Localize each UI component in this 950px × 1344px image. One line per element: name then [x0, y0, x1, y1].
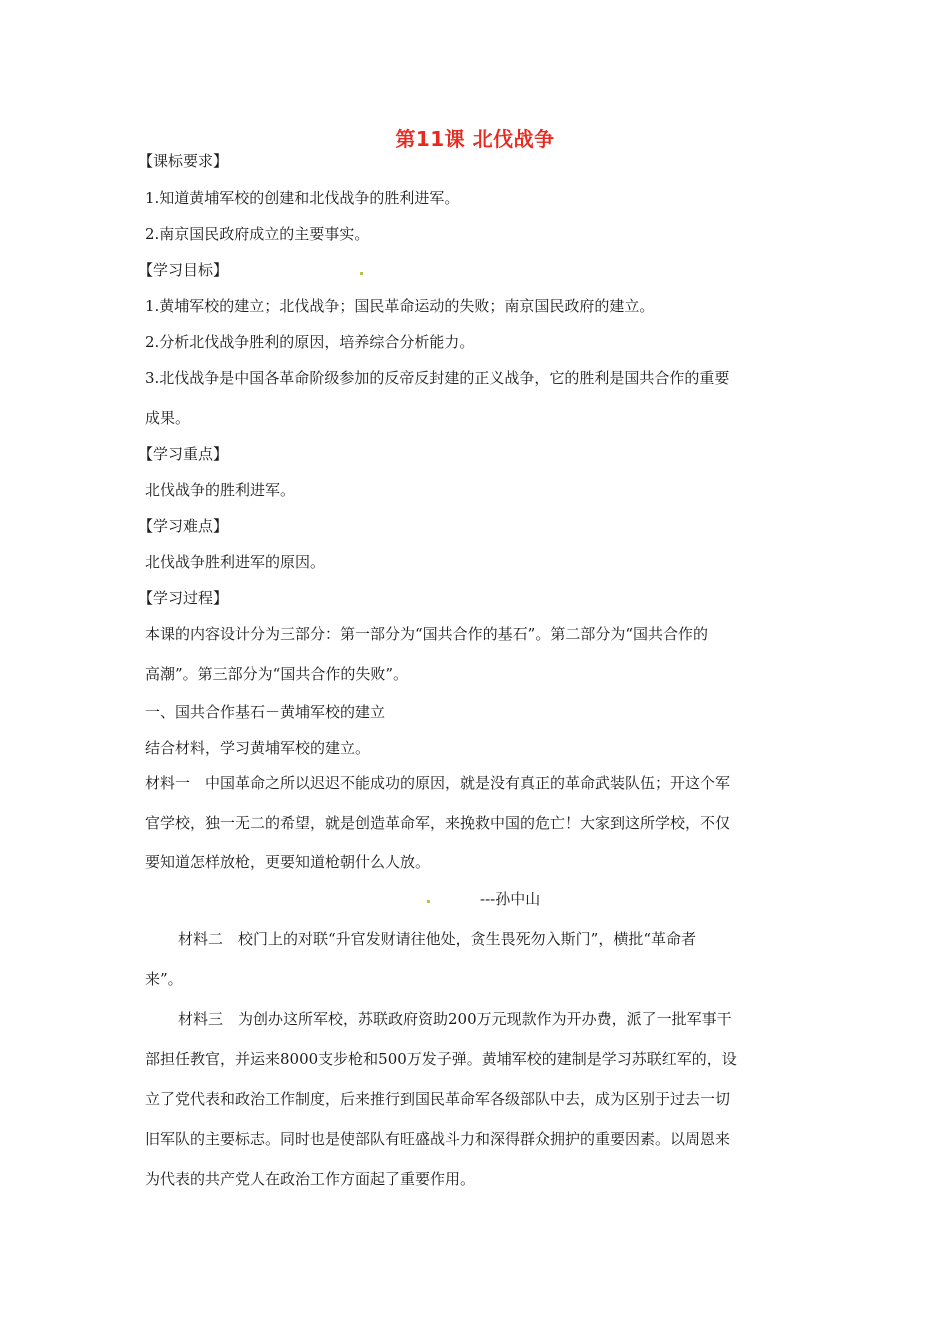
paragraph-line: 北伐战争的胜利进军。: [145, 481, 296, 499]
material-three-line: 部担任教官，并运来8000支步枪和500万发子弹。黄埔军校的建制是学习苏联红军的，设: [145, 1050, 737, 1068]
paragraph-line: 1.黄埔军校的建立；北伐战争；国民革命运动的失败；南京国民政府的建立。: [145, 297, 655, 315]
paragraph-line: 1.知道黄埔军校的创建和北伐战争的胜利进军。: [145, 189, 460, 207]
stray-dot-mark: [360, 272, 363, 275]
quote-attribution: ---孙中山: [480, 890, 541, 908]
paragraph-line: 成果。: [145, 409, 191, 427]
section-heading-goals: 【学习目标】: [138, 261, 229, 279]
material-one-line: 材料一 中国革命之所以迟迟不能成功的原因，就是没有真正的革命武装队伍；开这个军: [145, 774, 731, 792]
material-two-line: 材料二 校门上的对联“升官发财请往他处，贪生畏死勿入斯门”，横批“革命者: [178, 930, 697, 948]
section-heading-difficulties: 【学习难点】: [138, 517, 229, 535]
material-three-line: 旧军队的主要标志。同时也是使部队有旺盛战斗力和深得群众拥护的重要因素。以周恩来: [145, 1130, 731, 1148]
paragraph-line: 3.北伐战争是中国各革命阶级参加的反帝反封建的正义战争，它的胜利是国共合作的重要: [145, 369, 730, 387]
subsection-heading: 一、国共合作基石－黄埔军校的建立: [145, 703, 386, 721]
paragraph-line: 本课的内容设计分为三部分：第一部分为“国共合作的基石”。第二部分为“国共合作的: [145, 625, 709, 643]
section-heading-key-points: 【学习重点】: [138, 445, 229, 463]
paragraph-line: 北伐战争胜利进军的原因。: [145, 553, 326, 571]
paragraph-line: 2.南京国民政府成立的主要事实。: [145, 225, 370, 243]
material-one-line: 官学校，独一无二的希望，就是创造革命军，来挽救中国的危亡！大家到这所学校，不仅: [145, 814, 731, 832]
material-two-line: 来”。: [145, 970, 183, 988]
lesson-title: 第11课 北伐战争: [395, 127, 555, 151]
paragraph-line: 结合材料，学习黄埔军校的建立。: [145, 739, 371, 757]
material-one-line: 要知道怎样放枪，更要知道枪朝什么人放。: [145, 853, 431, 871]
paragraph-line: 2.分析北伐战争胜利的原因，培养综合分析能力。: [145, 333, 475, 351]
material-three-line: 为代表的共产党人在政治工作方面起了重要作用。: [145, 1170, 476, 1188]
material-three-line: 材料三 为创办这所军校，苏联政府资助200万元现款作为开办费，派了一批军事干: [178, 1010, 732, 1028]
material-three-line: 立了党代表和政治工作制度，后来推行到国民革命军各级部队中去，成为区别于过去一切: [145, 1090, 731, 1108]
section-heading-curriculum: 【课标要求】: [138, 152, 229, 170]
section-heading-process: 【学习过程】: [138, 589, 229, 607]
paragraph-line: 高潮”。第三部分为“国共合作的失败”。: [145, 665, 409, 683]
stray-dot-mark: [427, 900, 430, 903]
